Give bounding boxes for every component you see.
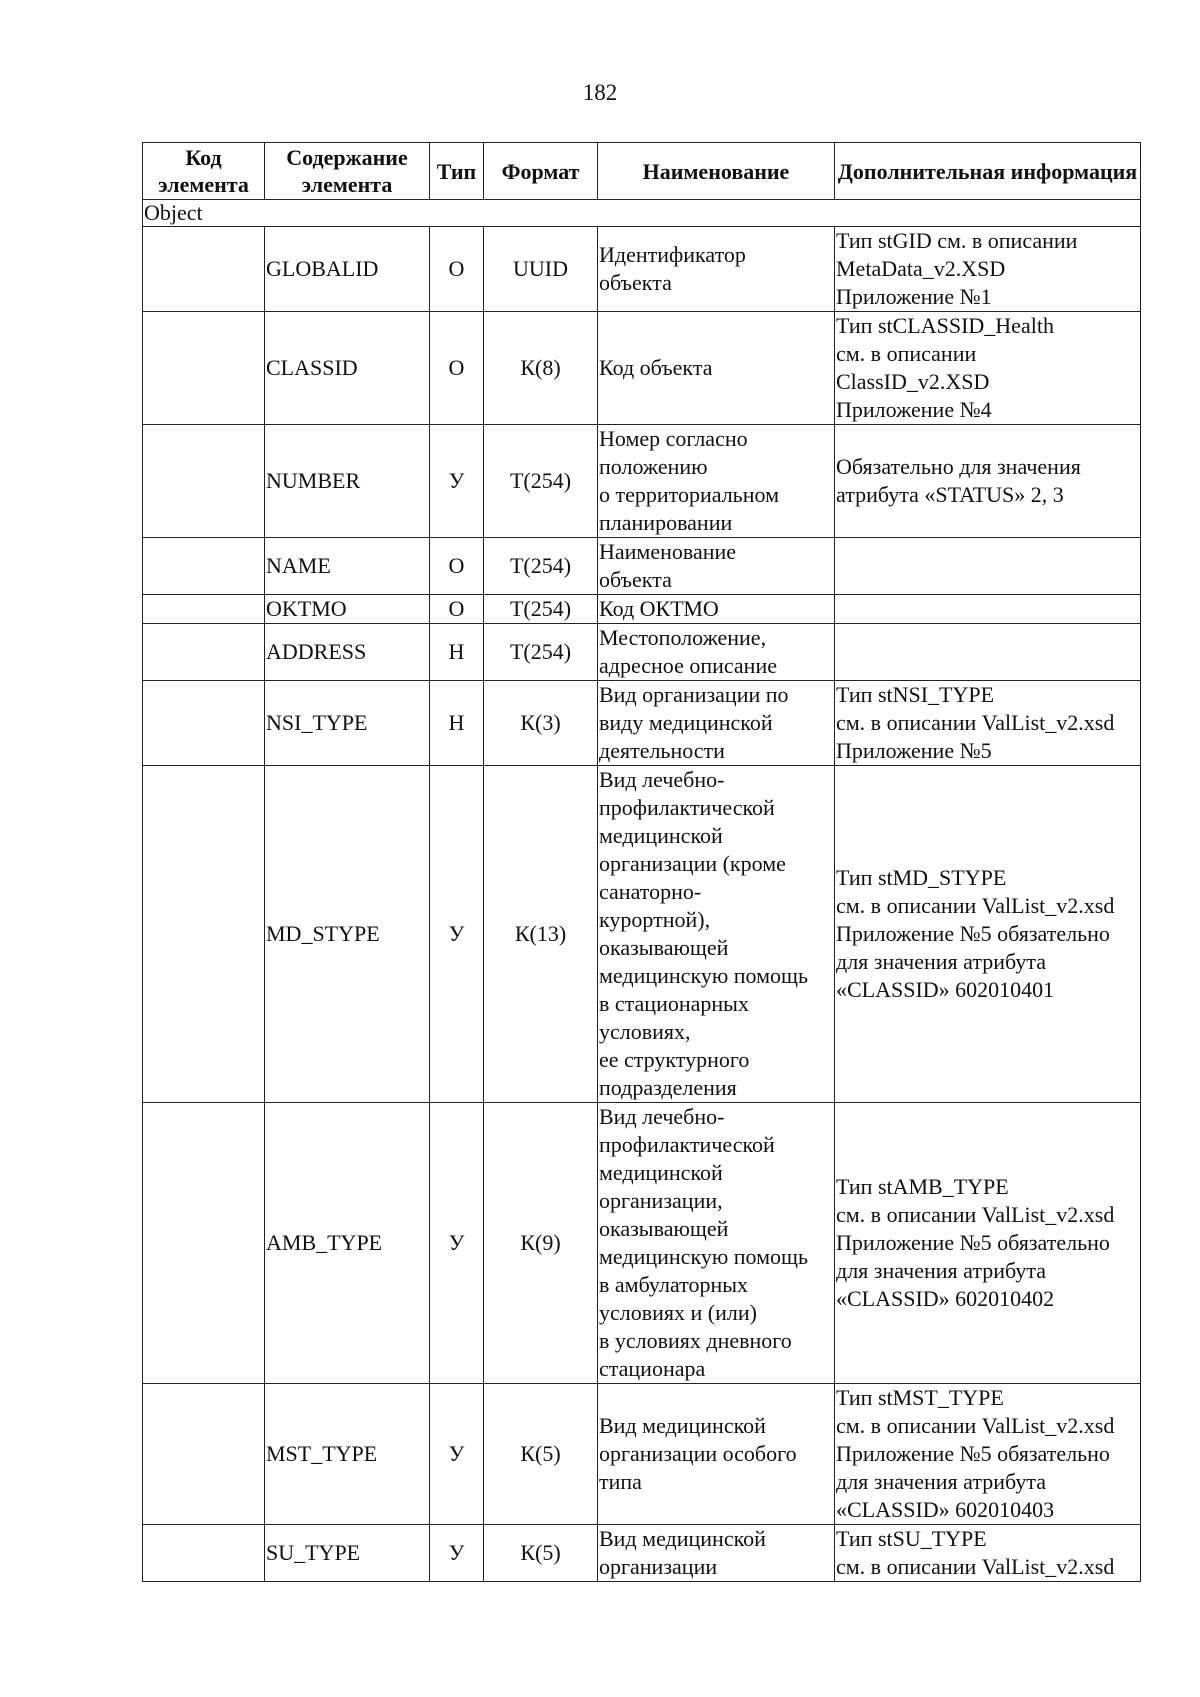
cell-format: Т(254) xyxy=(484,425,598,538)
cell-type: У xyxy=(430,1103,484,1384)
cell-type: Н xyxy=(430,681,484,766)
cell-extra: Тип stAMB_TYPE см. в описании ValList_v2.xsd Приложение №5 обязательно для значения атрибута «CLASSID» 602010402 xyxy=(835,1103,1141,1384)
cell-type: Н xyxy=(430,624,484,681)
cell-extra: Тип stMST_TYPE см. в описании ValList_v2.xsd Приложение №5 обязательно для значения атрибута «CLASSID» 602010403 xyxy=(835,1384,1141,1525)
cell-name: Местоположение, адресное описание xyxy=(598,624,835,681)
header-type: Тип xyxy=(430,143,484,200)
table-row xyxy=(143,312,1141,425)
cell-type: У xyxy=(430,1384,484,1525)
cell-format: Т(254) xyxy=(484,538,598,595)
section-label: Object xyxy=(143,200,1141,227)
table-row xyxy=(143,766,1141,1103)
element-spec-table xyxy=(142,142,1141,1582)
cell-content: SU_TYPE xyxy=(265,1525,430,1582)
cell-content: NAME xyxy=(265,538,430,595)
table-header-row xyxy=(143,143,1141,200)
cell-name: Код ОКТМО xyxy=(598,595,835,624)
table-row xyxy=(143,1103,1141,1384)
cell-name: Код объекта xyxy=(598,312,835,425)
cell-extra xyxy=(835,595,1141,624)
header-content: Содержание элемента xyxy=(265,143,430,200)
cell-format: К(3) xyxy=(484,681,598,766)
cell-extra: Обязательно для значения атрибута «STATUS» 2, 3 xyxy=(835,425,1141,538)
cell-format: К(5) xyxy=(484,1384,598,1525)
header-format: Формат xyxy=(484,143,598,200)
cell-extra: Тип stMD_STYPE см. в описании ValList_v2.xsd Приложение №5 обязательно для значения атрибута «CLASSID» 602010401 xyxy=(835,766,1141,1103)
table-row xyxy=(143,1384,1141,1525)
table-row xyxy=(143,1525,1141,1582)
cell-content: CLASSID xyxy=(265,312,430,425)
cell-code xyxy=(143,766,265,1103)
header-name: Наименование xyxy=(598,143,835,200)
cell-type: У xyxy=(430,425,484,538)
table-row xyxy=(143,227,1141,312)
cell-code xyxy=(143,1384,265,1525)
cell-type: О xyxy=(430,538,484,595)
cell-name: Наименование объекта xyxy=(598,538,835,595)
page-number: 182 xyxy=(582,80,618,105)
cell-format: К(9) xyxy=(484,1103,598,1384)
cell-extra xyxy=(835,538,1141,595)
cell-code xyxy=(143,1103,265,1384)
table-row xyxy=(143,595,1141,624)
cell-content: OKTMO xyxy=(265,595,430,624)
cell-code xyxy=(143,1525,265,1582)
cell-content: AMB_TYPE xyxy=(265,1103,430,1384)
cell-content: MST_TYPE xyxy=(265,1384,430,1525)
cell-format: К(5) xyxy=(484,1525,598,1582)
cell-content: NSI_TYPE xyxy=(265,681,430,766)
cell-content: ADDRESS xyxy=(265,624,430,681)
cell-type: О xyxy=(430,312,484,425)
header-code: Код элемента xyxy=(143,143,265,200)
cell-type: У xyxy=(430,766,484,1103)
cell-code xyxy=(143,227,265,312)
cell-code xyxy=(143,624,265,681)
cell-extra: Тип stGID см. в описании MetaData_v2.XSD Приложение №1 xyxy=(835,227,1141,312)
cell-code xyxy=(143,681,265,766)
cell-content: NUMBER xyxy=(265,425,430,538)
cell-content: GLOBALID xyxy=(265,227,430,312)
cell-extra: Тип stNSI_TYPE см. в описании ValList_v2.xsd Приложение №5 xyxy=(835,681,1141,766)
cell-format: Т(254) xyxy=(484,624,598,681)
table-row xyxy=(143,425,1141,538)
table-row xyxy=(143,538,1141,595)
cell-code xyxy=(143,538,265,595)
cell-format: К(8) xyxy=(484,312,598,425)
cell-name: Вид лечебно- профилактической медицинской организации (кроме санаторно- курортной), оказывающей медицинскую помощь в стационарных условиях, ее структурного подразделения xyxy=(598,766,835,1103)
cell-format: Т(254) xyxy=(484,595,598,624)
cell-extra xyxy=(835,624,1141,681)
cell-name: Вид медицинской организации особого типа xyxy=(598,1384,835,1525)
header-extra: Дополнительная информация xyxy=(835,143,1141,200)
cell-name: Вид организации по виду медицинской деятельности xyxy=(598,681,835,766)
cell-format: UUID xyxy=(484,227,598,312)
cell-code xyxy=(143,425,265,538)
section-row xyxy=(143,200,1141,227)
cell-name: Вид медицинской организации xyxy=(598,1525,835,1582)
cell-name: Вид лечебно- профилактической медицинской организации, оказывающей медицинскую помощь в амбулаторных условиях и (или) в условиях дневного стационара xyxy=(598,1103,835,1384)
cell-format: К(13) xyxy=(484,766,598,1103)
cell-name: Номер согласно положению о территориальном планировании xyxy=(598,425,835,538)
cell-content: MD_STYPE xyxy=(265,766,430,1103)
cell-extra: Тип stSU_TYPE см. в описании ValList_v2.xsd xyxy=(835,1525,1141,1582)
cell-type: У xyxy=(430,1525,484,1582)
cell-extra: Тип stCLASSID_Health см. в описании ClassID_v2.XSD Приложение №4 xyxy=(835,312,1141,425)
cell-type: О xyxy=(430,227,484,312)
cell-code xyxy=(143,595,265,624)
cell-type: О xyxy=(430,595,484,624)
cell-name: Идентификатор объекта xyxy=(598,227,835,312)
table-row xyxy=(143,624,1141,681)
cell-code xyxy=(143,312,265,425)
table-row xyxy=(143,681,1141,766)
